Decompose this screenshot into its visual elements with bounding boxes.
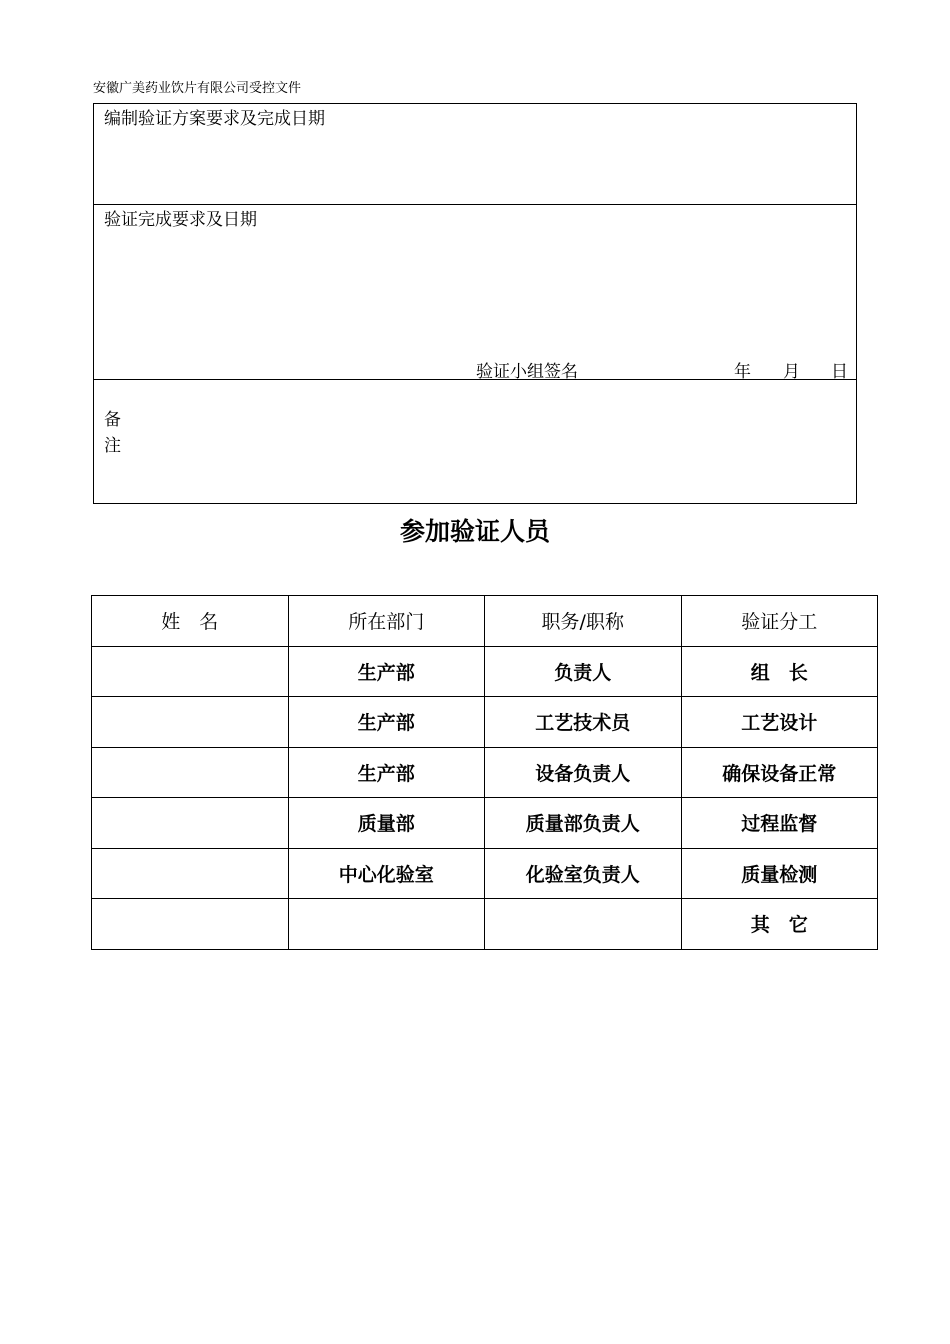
cell-position bbox=[485, 899, 682, 950]
date-day-label: 日 bbox=[831, 362, 848, 382]
cell-department: 生产部 bbox=[288, 747, 485, 798]
completion-requirement-label: 验证完成要求及日期 bbox=[104, 210, 257, 230]
staff-table bbox=[91, 595, 878, 950]
cell-name bbox=[92, 798, 289, 849]
document-header: 安徽广美药业饮片有限公司受控文件 bbox=[93, 81, 302, 96]
table-row bbox=[92, 697, 878, 748]
cell-role: 过程监督 bbox=[681, 798, 878, 849]
cell-department: 生产部 bbox=[288, 697, 485, 748]
cell-name bbox=[92, 646, 289, 697]
cell-department: 生产部 bbox=[288, 646, 485, 697]
date-year-label: 年 bbox=[734, 362, 751, 382]
section-title: 参加验证人员 bbox=[399, 517, 550, 546]
header-position: 职务/职称 bbox=[485, 596, 682, 647]
plan-requirement-row bbox=[94, 104, 856, 205]
cell-name bbox=[92, 747, 289, 798]
cell-name bbox=[92, 848, 289, 899]
cell-department bbox=[288, 899, 485, 950]
table-header-row bbox=[92, 596, 878, 647]
cell-position: 化验室负责人 bbox=[485, 848, 682, 899]
table-row bbox=[92, 646, 878, 697]
table-row bbox=[92, 848, 878, 899]
validation-form bbox=[93, 103, 857, 504]
cell-name bbox=[92, 899, 289, 950]
table-row bbox=[92, 899, 878, 950]
remarks-label-char-2: 注 bbox=[104, 436, 121, 456]
cell-position: 质量部负责人 bbox=[485, 798, 682, 849]
cell-name bbox=[92, 697, 289, 748]
cell-position: 设备负责人 bbox=[485, 747, 682, 798]
cell-role: 其 它 bbox=[681, 899, 878, 950]
plan-requirement-label: 编制验证方案要求及完成日期 bbox=[104, 109, 325, 129]
date-month-label: 月 bbox=[783, 362, 800, 382]
table-row bbox=[92, 747, 878, 798]
cell-role: 工艺设计 bbox=[681, 697, 878, 748]
cell-position: 工艺技术员 bbox=[485, 697, 682, 748]
signature-label: 验证小组签名 bbox=[476, 362, 578, 382]
header-role: 验证分工 bbox=[681, 596, 878, 647]
remarks-label-char-1: 备 bbox=[104, 410, 121, 430]
header-name: 姓 名 bbox=[92, 596, 289, 647]
remarks-row bbox=[94, 380, 856, 503]
cell-role: 确保设备正常 bbox=[681, 747, 878, 798]
completion-requirement-row bbox=[94, 205, 856, 380]
remarks-label bbox=[104, 407, 124, 459]
cell-department: 质量部 bbox=[288, 798, 485, 849]
cell-position: 负责人 bbox=[485, 646, 682, 697]
cell-role: 组 长 bbox=[681, 646, 878, 697]
table-row bbox=[92, 798, 878, 849]
cell-department: 中心化验室 bbox=[288, 848, 485, 899]
header-department: 所在部门 bbox=[288, 596, 485, 647]
cell-role: 质量检测 bbox=[681, 848, 878, 899]
